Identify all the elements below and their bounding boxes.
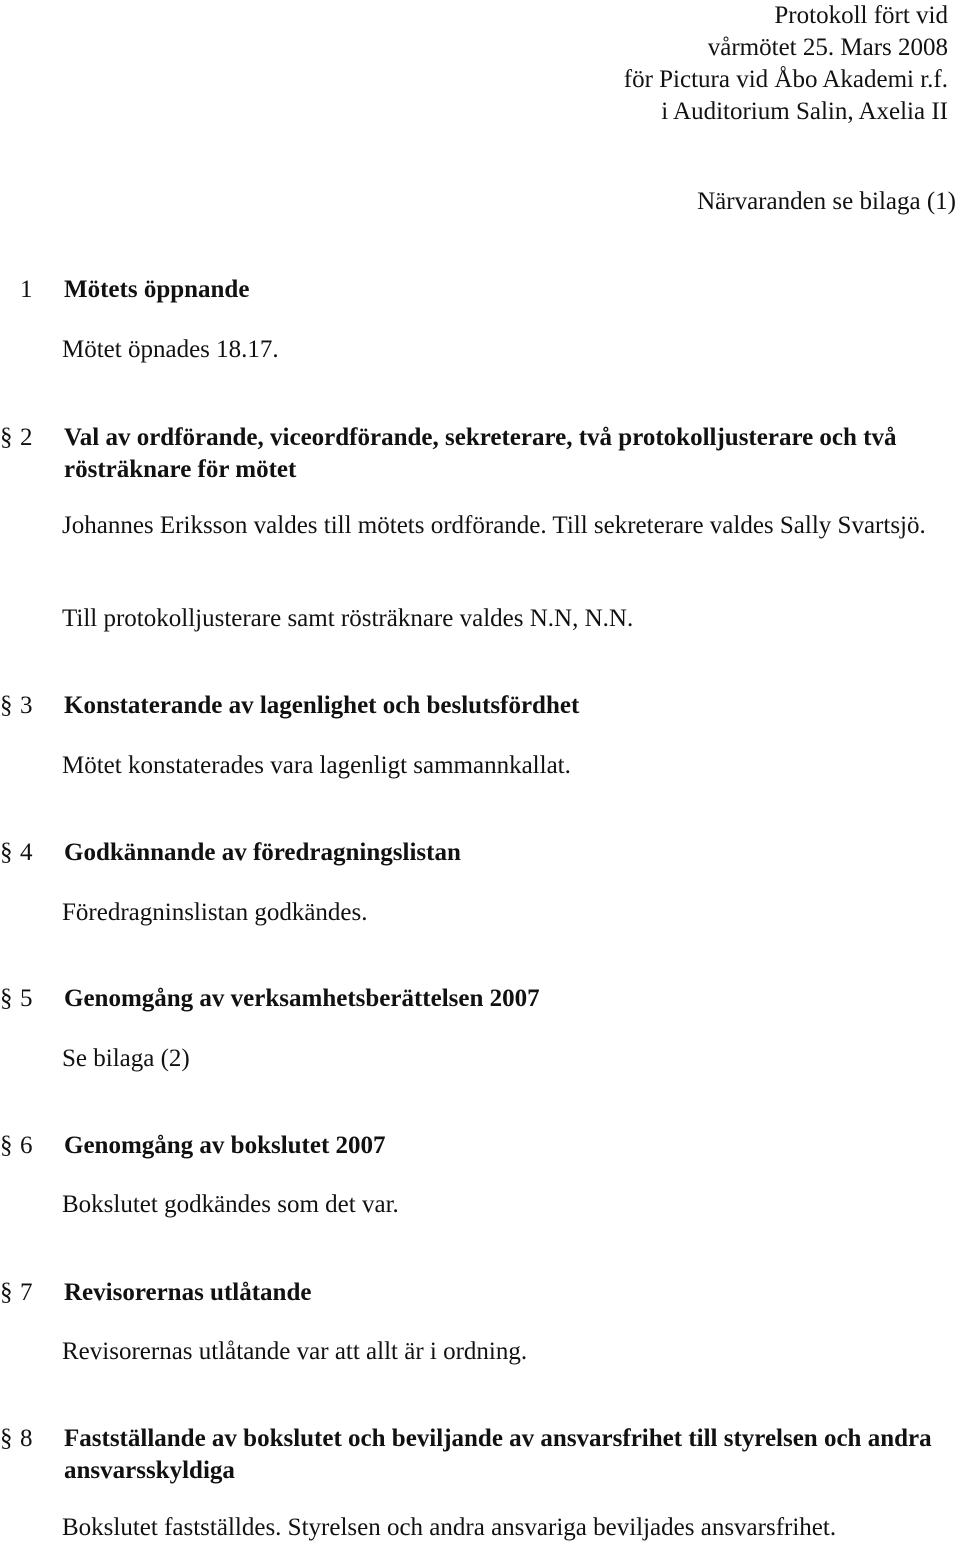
section-number: 7 — [20, 1279, 33, 1306]
header-line: Protokoll fört vid — [774, 2, 948, 29]
attendance-note: Närvaranden se bilaga (1) — [697, 188, 956, 215]
section-body: Mötet konstaterades vara lagenligt sammannkallat. — [62, 752, 571, 779]
section-heading — [0, 422, 960, 483]
section-body: Mötet öpnades 18.17. — [62, 336, 279, 363]
section-symbol: § — [0, 1279, 13, 1306]
section-title: Genomgång av verksamhetsberättelsen 2007 — [64, 985, 540, 1012]
section-6 — [0, 1130, 960, 1218]
section-heading — [0, 690, 960, 722]
section-body: Till protokolljusterare samt rösträknare valdes N.N, N.N. — [62, 605, 634, 632]
section-heading — [0, 837, 960, 869]
section-title: Genomgång av bokslutet 2007 — [64, 1132, 386, 1159]
header-line: i Auditorium Salin, Axelia II — [661, 98, 948, 125]
section-symbol: § — [0, 424, 13, 451]
section-heading — [0, 983, 960, 1015]
section-1 — [0, 274, 960, 363]
section-title: Revisorernas utlåtande — [64, 1279, 312, 1306]
section-body: Se bilaga (2) — [62, 1045, 190, 1072]
section-title: Val av ordförande, viceordförande, sekreterare, två protokolljusterare och två rösträknare för mötet — [64, 424, 897, 483]
section-body: Johannes Eriksson valdes till mötets ordförande. Till sekreterare valdes Sally Svartsjö. — [62, 512, 926, 539]
section-2 — [0, 422, 960, 632]
section-heading — [0, 1130, 960, 1162]
header-line: för Pictura vid Åbo Akademi r.f. — [623, 66, 948, 93]
section-heading — [0, 1423, 960, 1484]
section-title: Fastställande av bokslutet och beviljande av ansvarsfrihet till styrelsen och andra ansvarsskyldiga — [64, 1425, 932, 1484]
section-8 — [0, 1423, 960, 1541]
section-number: 2 — [20, 424, 33, 451]
section-symbol: § — [0, 839, 13, 866]
section-number: 3 — [20, 692, 33, 719]
header-line: vårmötet 25. Mars 2008 — [707, 34, 948, 61]
section-number: 5 — [20, 985, 33, 1012]
section-number: 1 — [20, 276, 33, 303]
section-number: 4 — [20, 839, 33, 866]
section-heading — [0, 274, 960, 306]
section-title: Mötets öppnande — [64, 276, 250, 303]
section-symbol: § — [0, 985, 13, 1012]
section-body: Bokslutet godkändes som det var. — [62, 1191, 399, 1218]
section-number: 8 — [20, 1425, 33, 1452]
section-body: Föredragninslistan godkändes. — [62, 899, 368, 926]
section-title: Godkännande av föredragningslistan — [64, 839, 461, 866]
section-title: Konstaterande av lagenlighet och beslutsfördhet — [64, 692, 580, 719]
section-body: Revisorernas utlåtande var att allt är i ordning. — [62, 1338, 528, 1365]
section-number: 6 — [20, 1132, 33, 1159]
section-body: Bokslutet fastställdes. Styrelsen och andra ansvariga beviljades ansvarsfrihet. — [62, 1514, 837, 1541]
section-4 — [0, 837, 960, 926]
section-symbol: § — [0, 692, 13, 719]
section-heading — [0, 1277, 960, 1309]
section-3 — [0, 690, 960, 779]
document-header — [624, 0, 948, 128]
section-5 — [0, 983, 960, 1072]
section-symbol: § — [0, 1132, 13, 1159]
section-symbol: § — [0, 1425, 13, 1452]
section-7 — [0, 1277, 960, 1365]
